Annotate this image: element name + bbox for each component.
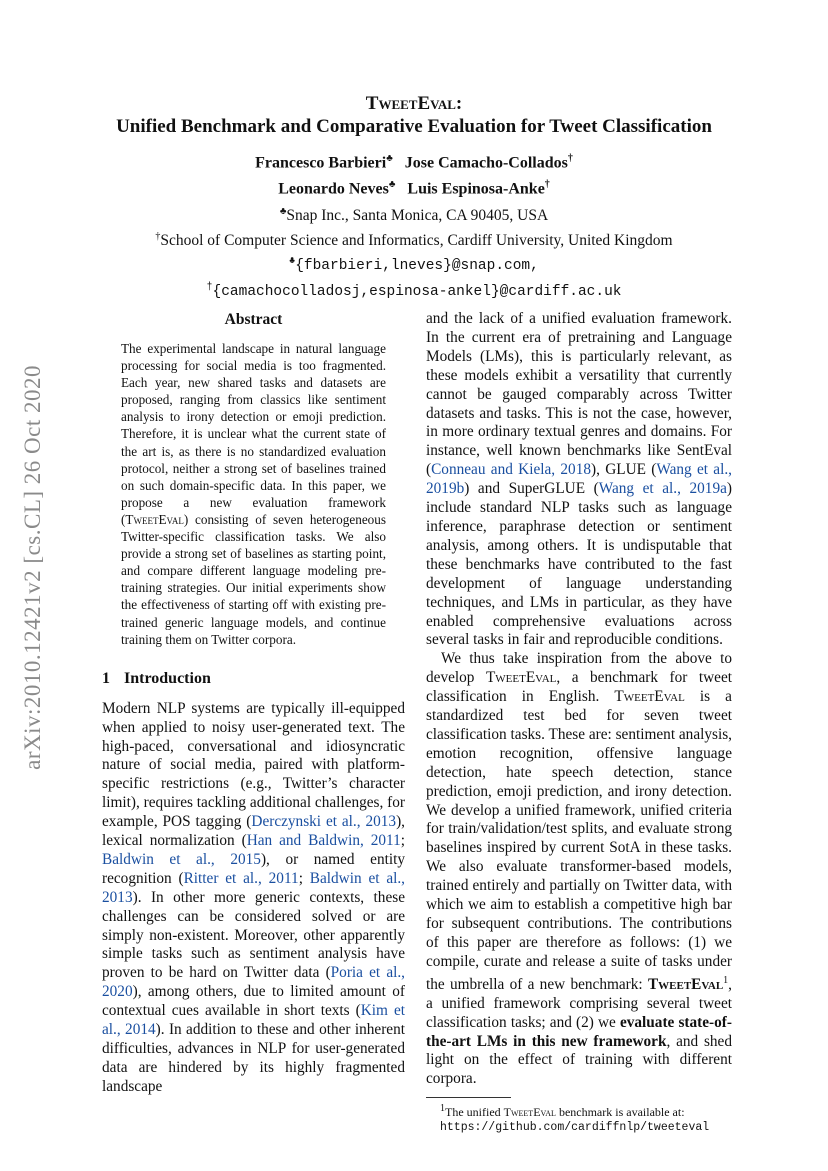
citation-link[interactable]: Poria et al., 2020	[102, 964, 406, 1001]
body-text: ), lexical normalization (	[102, 813, 405, 850]
body-text: ;	[400, 832, 405, 850]
intro-paragraph-2	[426, 650, 732, 1089]
dagger-mark: †	[544, 179, 550, 191]
author-line-2	[0, 174, 828, 200]
affiliation-cardiff	[0, 226, 828, 251]
footnote-rule	[426, 1097, 511, 1098]
citation-link[interactable]: Baldwin et al., 2013	[102, 869, 406, 906]
repository-url-link[interactable]: https://github.com/cardiffnlp/tweeteval	[440, 1121, 710, 1135]
body-text: , a unified framework comprising several tweet classification tasks; and (2) we	[426, 975, 732, 1031]
benchmark-name-bold: TweetEval	[647, 975, 724, 993]
left-column	[102, 310, 405, 1097]
body-text: is a standardized test bed for seven tweet classification tasks. These are: sentiment analysis, emotion recognition, offensive language detection, hate speech detection, stance prediction, emoji prediction, and irony detection. We develop a unified framework, unified criteria for train/validation/test splits, and evaluate strong baselines inspired by current SotA in these tasks. We also evaluate transformer-based models, trained entirely and partially on Twitter data, with which we aim to establish a competitive high bar for subsequent contributions. The contributions of this paper are therefore as follows: (1) we compile, curate and release a suite of tasks under the umbrella of a new benchmark:	[426, 688, 732, 993]
body-text: , and shed light on the effect of training with different corpora.	[426, 1032, 732, 1088]
body-text: ), GLUE (	[591, 461, 657, 479]
club-mark: ♣	[279, 205, 287, 217]
benchmark-name: TweetEval	[485, 669, 557, 687]
citation-link[interactable]: Ritter et al., 2011	[183, 869, 299, 887]
body-text: ) include standard NLP tasks such as language inference, paraphrase detection or sentiment analysis, among others. It is undisputable that these benchmarks have contributed to the fast development of language understanding techniques, and LMs in particular, as they have enabled comprehensive evaluations across several tasks in fair and reproducible conditions.	[426, 480, 732, 649]
body-text: ;	[298, 869, 310, 887]
benchmark-name: TweetEval	[125, 511, 184, 527]
body-text: ), among others, due to limited amount of contextual cues available in short texts (	[102, 983, 405, 1020]
abstract-body	[121, 340, 386, 648]
author-line-1	[0, 148, 828, 174]
authors	[0, 148, 828, 201]
affiliation-text: Snap Inc., Santa Monica, CA 90405, USA	[286, 206, 549, 224]
footnote	[426, 1102, 732, 1135]
right-column	[426, 310, 732, 1135]
club-mark: ♣	[388, 179, 396, 191]
author-name: Francesco Barbieri	[255, 154, 387, 172]
body-text: We thus take inspiration from the above to develop	[426, 650, 732, 687]
email-text: {fbarbieri,lneves}@snap.com,	[295, 257, 539, 274]
dagger-mark: †	[155, 230, 161, 242]
intro-paragraph-1-cont	[426, 310, 732, 650]
footnote-number: 1	[440, 1103, 445, 1115]
body-text: ). In addition to these and other inherent difficulties, advances in NLP for user-generated data are hindered by its highly fragmented landscape	[102, 1021, 405, 1095]
affiliation-text: School of Computer Science and Informatics, Cardiff University, United Kingdom	[160, 231, 673, 249]
citation-link[interactable]: Wang et al., 2019b	[426, 461, 732, 498]
paper-title-name: TweetEval:	[365, 93, 463, 114]
citation-link[interactable]: Han and Baldwin, 2011	[246, 832, 401, 850]
author-name: Jose Camacho-Collados	[404, 154, 568, 172]
body-text: and the lack of a unified evaluation framework. In the current era of pretraining and Language Models (LMs), this is particularly relevant, as these models exhibit a versatility that currently cannot be gauged comparably across Twitter datasets and tasks. This is not the case, however, in more ordinary textual genres and domains. For instance, well known benchmarks like SentEval (	[426, 310, 732, 479]
arxiv-identifier: arXiv:2010.12421v2 [cs.CL] 26 Oct 2020	[20, 365, 45, 770]
dagger-mark: †	[206, 281, 213, 293]
section-heading-introduction	[102, 668, 405, 690]
abstract-heading: Abstract	[224, 311, 283, 328]
bold-text: evaluate state-of-the-art LMs in this new framework	[426, 1013, 732, 1050]
body-text: Modern NLP systems are typically ill-equipped when applied to noisy user-generated text. The high-paced, conversational and idiosyncratic nature of social media, paired with platform-specific restrictions (e.g., Twitter’s character limit), requires tackling additional challenges, for example, POS tagging (	[102, 699, 405, 831]
title-block	[0, 92, 828, 303]
citation-link[interactable]: Wang et al., 2019a	[598, 480, 727, 498]
paper-subtitle: Unified Benchmark and Comparative Evaluation for Tweet Classification	[116, 116, 712, 137]
abstract-text: ) consisting of seven heterogeneous Twitter-specific classification tasks. We also provide a strong set of baselines as starting point, and compare different language modeling pre-training strategies. Our initial experiments show the effectiveness of starting off with existing pre-trained generic language models, and continue training them on Twitter corpora.	[121, 511, 386, 647]
body-text: ) and SuperGLUE (	[464, 480, 599, 498]
footnote-text: benchmark is available at:	[555, 1105, 685, 1120]
section-title: Introduction	[124, 669, 211, 687]
benchmark-name: TweetEval	[614, 688, 685, 706]
body-text: ), or named entity recognition (	[102, 850, 405, 887]
footnote-text: The unified	[445, 1105, 504, 1120]
club-mark: ♣	[386, 153, 393, 164]
body-text: ). In other more generic contexts, these challenges can be considered solved or are simply non-existent. Moreover, other apparently simple tasks such as sentiment analysis have proven to be hard on Twitter data (	[102, 888, 405, 982]
citation-link[interactable]: Derczynski et al., 2013	[251, 813, 397, 831]
footnote-marker[interactable]: 1	[723, 974, 729, 986]
email-text: {camachocolladosj,espinosa-ankel}@cardiff.ac.uk	[212, 283, 622, 300]
club-mark: ♣	[289, 255, 296, 267]
body-text: , a benchmark for tweet classification in English.	[426, 669, 733, 706]
author-name: Leonardo Neves	[278, 180, 389, 198]
citation-link[interactable]: Baldwin et al., 2015	[102, 850, 261, 868]
citation-link[interactable]: Conneau and Kiela, 2018	[431, 461, 591, 479]
email-cardiff	[0, 277, 828, 303]
dagger-mark: †	[567, 153, 573, 164]
intro-paragraph-1	[102, 700, 405, 1097]
email-snap	[0, 251, 828, 277]
section-number: 1	[102, 669, 110, 687]
citation-link[interactable]: Kim et al., 2014	[102, 1002, 405, 1039]
author-name: Luis Espinosa-Anke	[407, 180, 545, 198]
benchmark-name: TweetEval	[503, 1105, 556, 1120]
affiliation-snap	[0, 201, 828, 226]
abstract-text: The experimental landscape in natural language processing for social media is too fragmented. Each year, new shared tasks and datasets are proposed, ranging from classics like sentiment analysis to irony detection or emoji prediction. Therefore, it is unclear what the current state of the art is, as there is no standardized evaluation protocol, neither a strong set of baselines trained on such domain-specific data. In this paper, we propose a new evaluation framework (	[121, 341, 386, 527]
